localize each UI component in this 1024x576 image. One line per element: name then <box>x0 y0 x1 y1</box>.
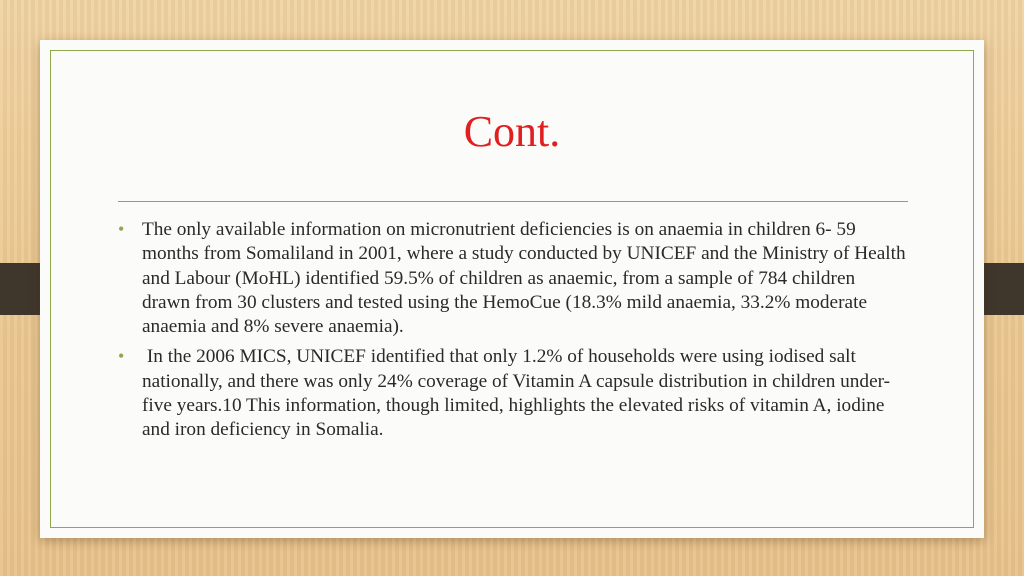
bullet-list <box>118 218 908 449</box>
bullet-text: The only available information on micronutrient deficiencies is on anaemia in children 6- 59 months from Somaliland in 2001, where a study conducted by UNICEF and the Ministry of Health and Labour (MoHL) identified 59.5% of children as anaemic, from a sample of 784 children drawn from 30 clusters and tested using the HemoCue (18.3% mild anaemia, 33.2% moderate anaemia and 8% severe anaemia). <box>142 219 906 338</box>
bullet-dot-icon: • <box>118 346 125 367</box>
bullet-dot-icon: • <box>118 219 125 239</box>
bullet-text: In the 2006 MICS, UNICEF identified that only 1.2% of households were using iodised salt nationally, and there was only 24% coverage of Vitamin A capsule distribution in children under-five years.10 This information, though limited, highlights the elevated risks of vitamin A, iodine and iron deficiency in Somalia. <box>142 346 891 441</box>
bullet-item-anaemia <box>118 218 908 339</box>
bullet-item-mics <box>118 345 908 442</box>
slide-title: Cont. <box>463 107 561 156</box>
title-divider <box>118 201 908 202</box>
